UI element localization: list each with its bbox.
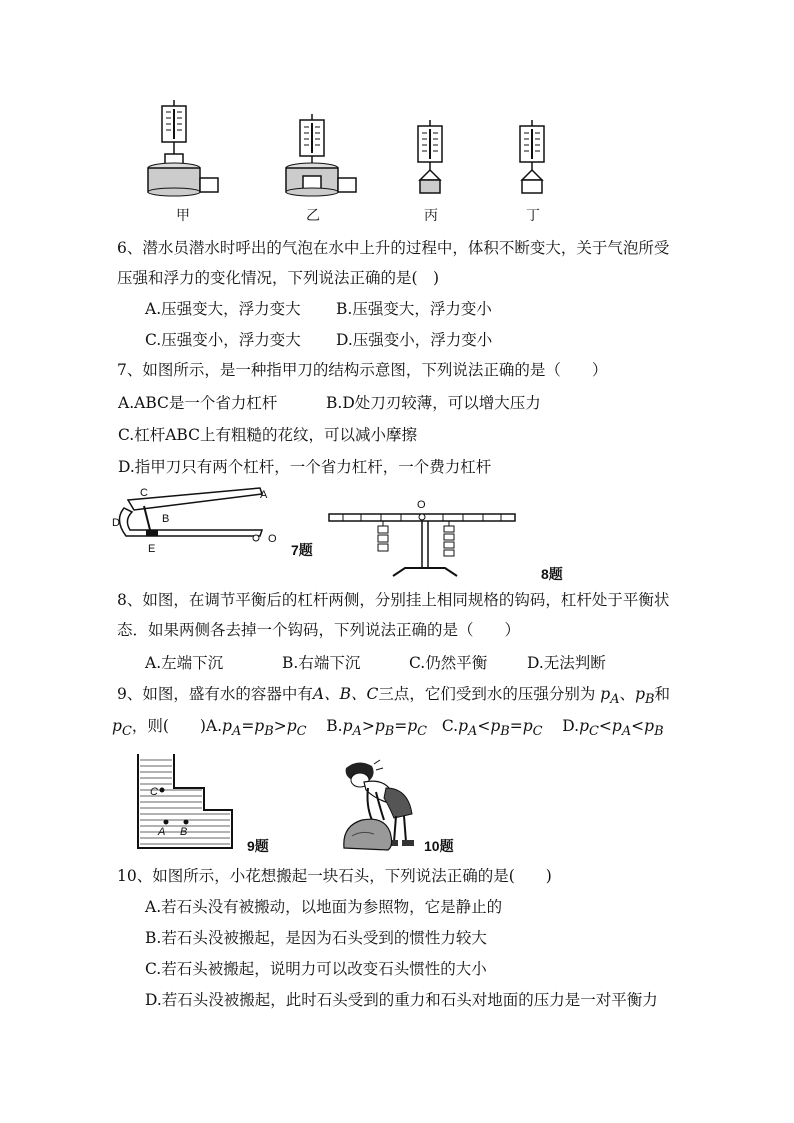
q10-option-d: D.若石头没被搬起，此时石头受到的重力和石头对地面的压力是一对平衡力: [145, 991, 658, 1009]
q7-figure-tag: 7题: [291, 542, 313, 558]
scale-bing: [418, 120, 442, 193]
clipper-letter-c: C: [140, 487, 148, 499]
nail-clipper-figure: [110, 480, 290, 555]
q9-option-b: $p_A>p_B=p_C$: [342, 717, 428, 740]
q8-option-c: C.仍然平衡: [409, 654, 488, 672]
q8-option-a: A.左端下沉: [145, 654, 224, 672]
girl-lifting-rock-figure: [328, 758, 423, 853]
lever-pivot-label: O: [417, 499, 426, 511]
label-jia: 甲: [176, 207, 190, 223]
spring-scale-figure: [140, 100, 570, 200]
q9-pc: $p_C$: [112, 717, 132, 740]
q9-pa: $p_A$: [600, 685, 620, 708]
q9-stem-part2: 三点，它们受到水的压强分别为: [378, 685, 596, 703]
scale-ding: [520, 120, 544, 193]
q6-option-c: C.压强变小，浮力变大: [145, 331, 301, 349]
q9-figure-tag: 9题: [247, 838, 269, 854]
scale-jia: [148, 100, 218, 196]
q10-figure-tag: 10题: [424, 838, 454, 854]
q8-stem-line2: 态．如果两侧各去掉一个钩码，下列说法正确的是（ ）: [117, 621, 521, 639]
q7-option-d: D.指甲刀只有两个杠杆，一个省力杠杆，一个费力杠杆: [118, 458, 492, 476]
container-point-c: C: [150, 786, 158, 798]
q10-option-a: A.若石头没有被搬动，以地面为参照物，它是静止的: [145, 898, 503, 916]
q9-option-d: $p_C<p_A<p_B$: [579, 717, 664, 740]
q6-option-b: B.压强变大，浮力变小: [336, 300, 492, 318]
q7-option-b: B.D处刀刃较薄，可以增大压力: [326, 394, 541, 412]
q8-option-d: D.无法判断: [527, 654, 606, 672]
q10-stem: 10、如图所示，小花想搬起一块石头，下列说法正确的是( ): [117, 867, 552, 885]
q9-pb: $p_B$: [635, 685, 655, 708]
q6-option-d: D.压强变小，浮力变小: [336, 331, 493, 349]
q9-stem-line1: 9、如图，盛有水的容器中有A、B、C三点，它们受到水的压强分别为 $p_A$、$p_B$和: [117, 685, 670, 708]
lever-figure: [325, 498, 525, 580]
q8-stem-line1: 8、如图，在调节平衡后的杠杆两侧，分别挂上相同规格的钩码，杠杆处于平衡状: [117, 591, 670, 609]
container-point-a: A: [158, 826, 166, 838]
q6-stem-line2: 压强和浮力的变化情况，下列说法正确的是( ): [117, 269, 440, 287]
label-yi: 乙: [306, 207, 320, 223]
q9-option-c: $p_A<p_B=p_C$: [458, 717, 543, 740]
clipper-letter-d: D: [112, 517, 120, 529]
q6-option-a: A.压强变大，浮力变大: [145, 300, 301, 318]
scale-yi: [286, 114, 356, 196]
water-container-figure: [136, 752, 236, 852]
q7-option-c: C.杠杆ABC上有粗糙的花纹，可以减小摩擦: [118, 426, 417, 444]
q10-option-b: B.若石头没被搬起，是因为石头受到的惯性力较大: [145, 929, 487, 947]
clipper-letter-a: A: [260, 489, 268, 501]
q10-option-c: C.若石头被搬起，说明力可以改变石头惯性的大小: [145, 960, 487, 978]
q9-stem-line2: $p_C$，则( )$A.p_A=p_B>p_C$ $B.p_A>p_B=p_C$ $C.p_A<p_B=p_C$ $D.p_C<p_A<p_B$: [112, 717, 664, 740]
q9-points: A、B、C: [312, 685, 379, 703]
q7-option-a: A.ABC是一个省力杠杆: [118, 394, 278, 412]
q9-stem-part1: 9、如图，盛有水的容器中有: [117, 685, 313, 703]
clipper-letter-b: B: [162, 513, 170, 525]
q8-option-b: B.右端下沉: [282, 654, 361, 672]
label-bing: 丙: [424, 207, 438, 223]
q6-stem-line1: 6、潜水员潜水时呼出的气泡在水中上升的过程中，体积不断变大，关于气泡所受: [117, 239, 670, 257]
clipper-letter-e: E: [148, 543, 156, 555]
q7-stem: 7、如图所示，是一种指甲刀的结构示意图，下列说法正确的是（ ）: [117, 361, 608, 379]
container-point-b: B: [180, 826, 188, 838]
clipper-letter-o: O: [268, 533, 277, 545]
q9-option-a: $p_A=p_B>p_C$: [222, 717, 307, 740]
q8-figure-tag: 8题: [541, 566, 563, 582]
label-ding: 丁: [526, 207, 540, 223]
